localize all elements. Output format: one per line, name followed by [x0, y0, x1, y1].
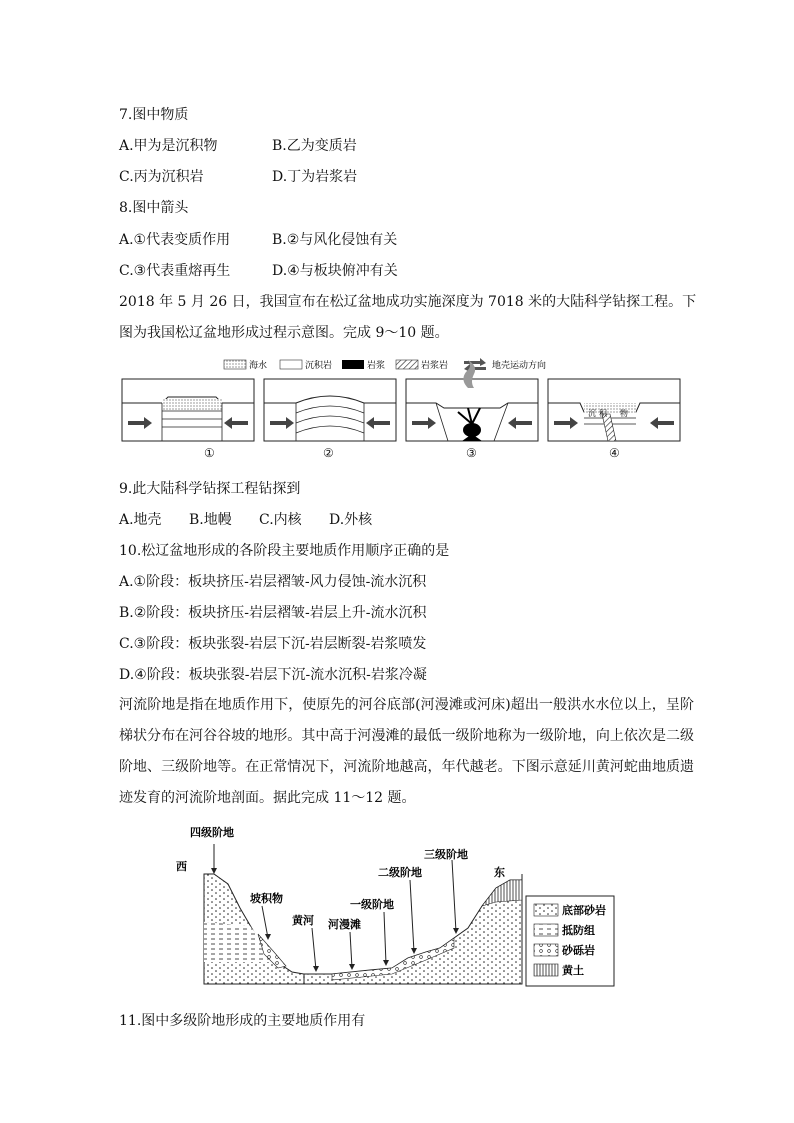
q9-option-c: C.内核: [259, 512, 302, 528]
svg-text:沉积岩: 沉积岩: [305, 361, 333, 371]
svg-text:坡积物: 坡积物: [250, 892, 283, 905]
panel-label-4: ④: [609, 446, 620, 460]
q7-option-a: A.甲为是沉积物: [119, 138, 218, 154]
q7-option-c: C.丙为沉积岩: [119, 169, 204, 185]
basin-formation-figure: [118, 354, 682, 462]
q8-option-a: A.①代表变质作用: [119, 232, 231, 248]
svg-text:砂砾岩: 砂砾岩: [562, 944, 595, 957]
svg-text:三级阶地: 三级阶地: [424, 848, 468, 861]
q10-option-c: C.③阶段：板块张裂-岩层下沉-岩层断裂-岩浆喷发: [119, 636, 427, 652]
intro2-paragraph: 河流阶地是指在地质作用下，使原先的河谷底部(河漫滩或河床)超出一般洪水水位以上，呈阶梯状分布在河谷谷坡的地形。其中高于河漫滩的最低一级阶地称为一级阶地，向上依次是二级阶地、三级阶地等。在正常情况下，河流阶地越高，年代越老。下图示意延川黄河蛇曲地质遗迹发育的河流阶地剖面。据此完成 11～12 题。: [119, 697, 694, 806]
panel-label-1: ①: [204, 446, 215, 460]
svg-text:河漫滩: 河漫滩: [328, 918, 361, 931]
svg-text:海水: 海水: [249, 361, 268, 371]
intro1-line1: 2018 年 5 月 26 日，我国宣布在松辽盆地成功实施深度为 7018 米的大陆科学钻探工程。下: [119, 294, 697, 310]
svg-text:抵防组: 抵防组: [562, 924, 595, 937]
svg-text:底部砂岩: 底部砂岩: [562, 904, 606, 917]
panel-2: [264, 379, 396, 441]
svg-text:积: 积: [599, 409, 607, 418]
svg-text:黄土: 黄土: [562, 964, 584, 977]
q9-option-d: D.外核: [329, 512, 373, 528]
panel-4: [548, 379, 680, 441]
q7-option-d: D.丁为岩浆岩: [272, 169, 358, 185]
q9-option-b: B.地幔: [189, 512, 232, 528]
fig2-legend: [526, 896, 614, 986]
q11-stem: 11.图中多级阶地形成的主要地质作用有: [119, 1013, 366, 1029]
panel-label-3: ③: [466, 446, 477, 460]
panel-label-2: ②: [323, 446, 334, 460]
svg-text:四级阶地: 四级阶地: [190, 826, 234, 839]
svg-text:岩浆岩: 岩浆岩: [421, 361, 449, 371]
q8-option-b: B.②与风化侵蚀有关: [272, 232, 398, 248]
svg-text:黄河: 黄河: [292, 914, 314, 927]
q8-stem: 8.图中箭头: [119, 200, 189, 216]
intro1-line2: 图为我国松辽盆地形成过程示意图。完成 9～10 题。: [119, 325, 449, 341]
svg-text:西: 西: [176, 860, 187, 873]
svg-text:物: 物: [620, 409, 628, 418]
fig1-legend: [224, 358, 546, 372]
q10-option-d: D.④阶段：板块张裂-岩层下沉-流水沉积-岩浆冷凝: [119, 667, 427, 683]
q10-option-a: A.①阶段：板块挤压-岩层褶皱-风力侵蚀-流水沉积: [119, 574, 427, 590]
q9-stem: 9.此大陆科学钻探工程钻探到: [119, 481, 301, 497]
q10-stem: 10.松辽盆地形成的各阶段主要地质作用顺序正确的是: [119, 543, 450, 559]
svg-text:一级阶地: 一级阶地: [350, 898, 394, 911]
q7-stem: 7.图中物质: [119, 107, 189, 123]
svg-text:沉: 沉: [588, 409, 596, 418]
svg-text:地壳运动方向: 地壳运动方向: [492, 361, 547, 371]
q9-option-a: A.地壳: [119, 512, 162, 528]
river-terrace-figure: [170, 822, 620, 994]
svg-text:二级阶地: 二级阶地: [378, 866, 422, 879]
svg-text:东: 东: [494, 866, 505, 879]
q7-option-b: B.乙为变质岩: [272, 138, 357, 154]
q10-option-b: B.②阶段：板块挤压-岩层褶皱-岩层上升-流水沉积: [119, 605, 427, 621]
q8-option-c: C.③代表重熔再生: [119, 263, 231, 279]
q8-option-d: D.④与板块俯冲有关: [272, 263, 398, 279]
svg-text:岩浆: 岩浆: [367, 361, 386, 371]
panel-1: [122, 379, 254, 441]
panel-3: [406, 360, 538, 441]
